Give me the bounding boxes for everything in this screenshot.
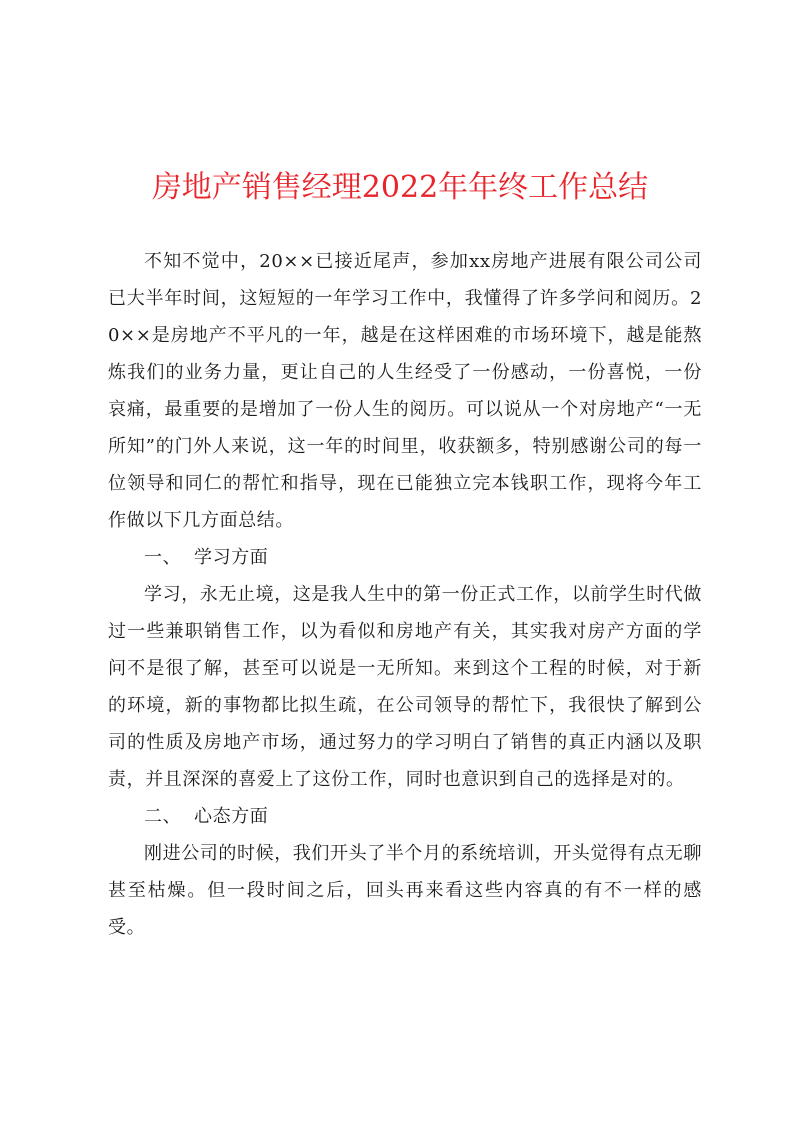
mindset-paragraph: 刚进公司的时候，我们开头了半个月的系统培训，开头觉得有点无聊甚至枯燥。但一段时间之后，回头再来看这些内容真的有不一样的感受。 — [108, 843, 702, 938]
document-title: 房地产销售经理2022年年终工作总结 — [151, 170, 649, 205]
section-title-mindset: 心态方面 — [194, 806, 269, 827]
section-heading-study — [108, 539, 702, 576]
section-heading-mindset — [108, 798, 702, 835]
section-number-study: 一、 — [144, 547, 182, 568]
section-number-mindset: 二、 — [144, 806, 182, 827]
study-paragraph: 学习，永无止境，这是我人生中的第一份正式工作，以前学生时代做过一些兼职销售工作，以为看似和房地产有关，其实我对房产方面的学问不是很了解，甚至可以说是一无所知。来到这个工程的时候，对于新的环境，新的事物都比拟生疏，在公司领导的帮忙下，我很快了解到公司的性质及房地产市场，通过努力的学习明白了销售的真正内涵以及职责，并且深深的喜爱上了这份工作，同时也意识到自己的选择是对的。 — [108, 584, 702, 790]
section-title-study: 学习方面 — [194, 547, 269, 568]
document-body — [108, 243, 702, 946]
intro-paragraph: 不知不觉中，20××已接近尾声，参加xx房地产进展有限公司公司已大半年时间，这短短的一年学习工作中，我懂得了许多学问和阅历。20××是房地产不平凡的一年，越是在这样困难的市场环境下，越是能熬炼我们的业务力量，更让自己的人生经受了一份感动，一份喜悦，一份哀痛，最重要的是增加了一份人生的阅历。可以说从一个对房地产“一无所知”的门外人来说，这一年的时间里，收获额多，特别感谢公司的每一位领导和同仁的帮忙和指导，现在已能独立完本钱职工作，现将今年工作做以下几方面总结。 — [108, 251, 702, 531]
